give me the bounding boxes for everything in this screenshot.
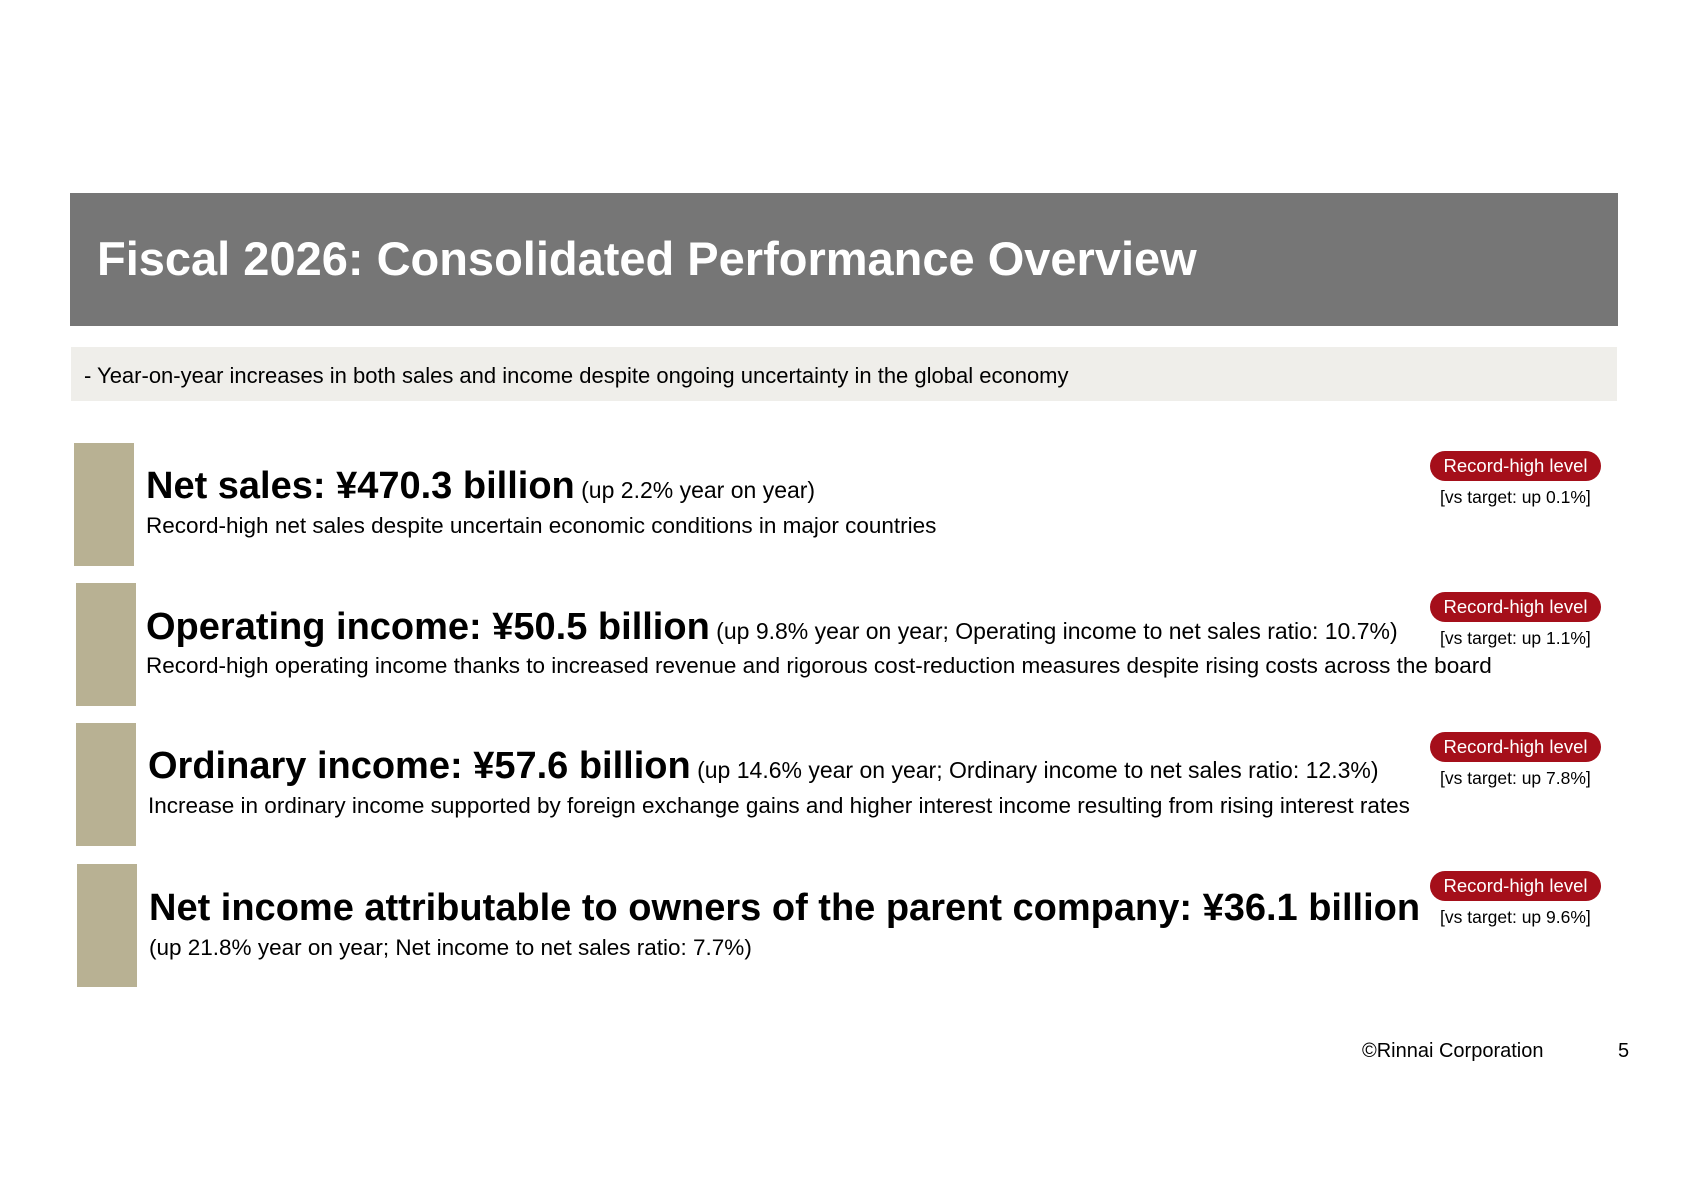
title-bar [70, 193, 1618, 326]
record-high-badge: Record-high level [1430, 732, 1601, 762]
metric-value: Net income attributable to owners of the parent company: ¥36.1 billion [149, 887, 1421, 929]
subtitle-box [71, 347, 1617, 401]
record-high-badge: Record-high level [1430, 871, 1601, 901]
record-high-badge: Record-high level [1430, 451, 1601, 481]
metric-change: (up 14.6% year on year; Ordinary income to net sales ratio: 12.3%) [690, 757, 1379, 783]
metric-headline [146, 606, 1398, 649]
vs-target-text: [vs target: up 9.6%] [1440, 907, 1591, 927]
accent-bar [77, 864, 137, 987]
slide-subtitle: - Year-on-year increases in both sales and income despite ongoing uncertainty in the global economy [84, 363, 1069, 388]
metric-description: Increase in ordinary income supported by foreign exchange gains and higher interest income resulting from rising interest rates [148, 793, 1410, 818]
metric-description: Record-high operating income thanks to increased revenue and rigorous cost-reduction measures despite rising costs across the board [146, 653, 1492, 678]
metric-headline [148, 745, 1379, 788]
accent-bar [76, 723, 136, 846]
slide-title: Fiscal 2026: Consolidated Performance Overview [97, 232, 1197, 285]
metric-headline [146, 465, 815, 508]
page-number: 5 [1618, 1040, 1630, 1062]
metric-description: (up 21.8% year on year; Net income to net sales ratio: 7.7%) [149, 935, 752, 960]
vs-target-text: [vs target: up 7.8%] [1440, 768, 1591, 788]
metric-value: Operating income: ¥50.5 billion [146, 606, 710, 648]
vs-target-text: [vs target: up 1.1%] [1440, 628, 1591, 648]
metric-change: (up 9.8% year on year; Operating income to net sales ratio: 10.7%) [709, 618, 1398, 644]
metric-value: Net sales: ¥470.3 billion [146, 465, 575, 507]
metric-value: Ordinary income: ¥57.6 billion [148, 745, 691, 787]
accent-bar [76, 583, 136, 706]
copyright-text: ©Rinnai Corporation [1362, 1040, 1544, 1062]
metric-headline [149, 887, 1420, 930]
record-high-badge: Record-high level [1430, 592, 1601, 622]
accent-bar [74, 443, 134, 566]
metric-description: Record-high net sales despite uncertain economic conditions in major countries [146, 513, 937, 538]
vs-target-text: [vs target: up 0.1%] [1440, 487, 1591, 507]
metric-change: (up 2.2% year on year) [574, 477, 816, 503]
